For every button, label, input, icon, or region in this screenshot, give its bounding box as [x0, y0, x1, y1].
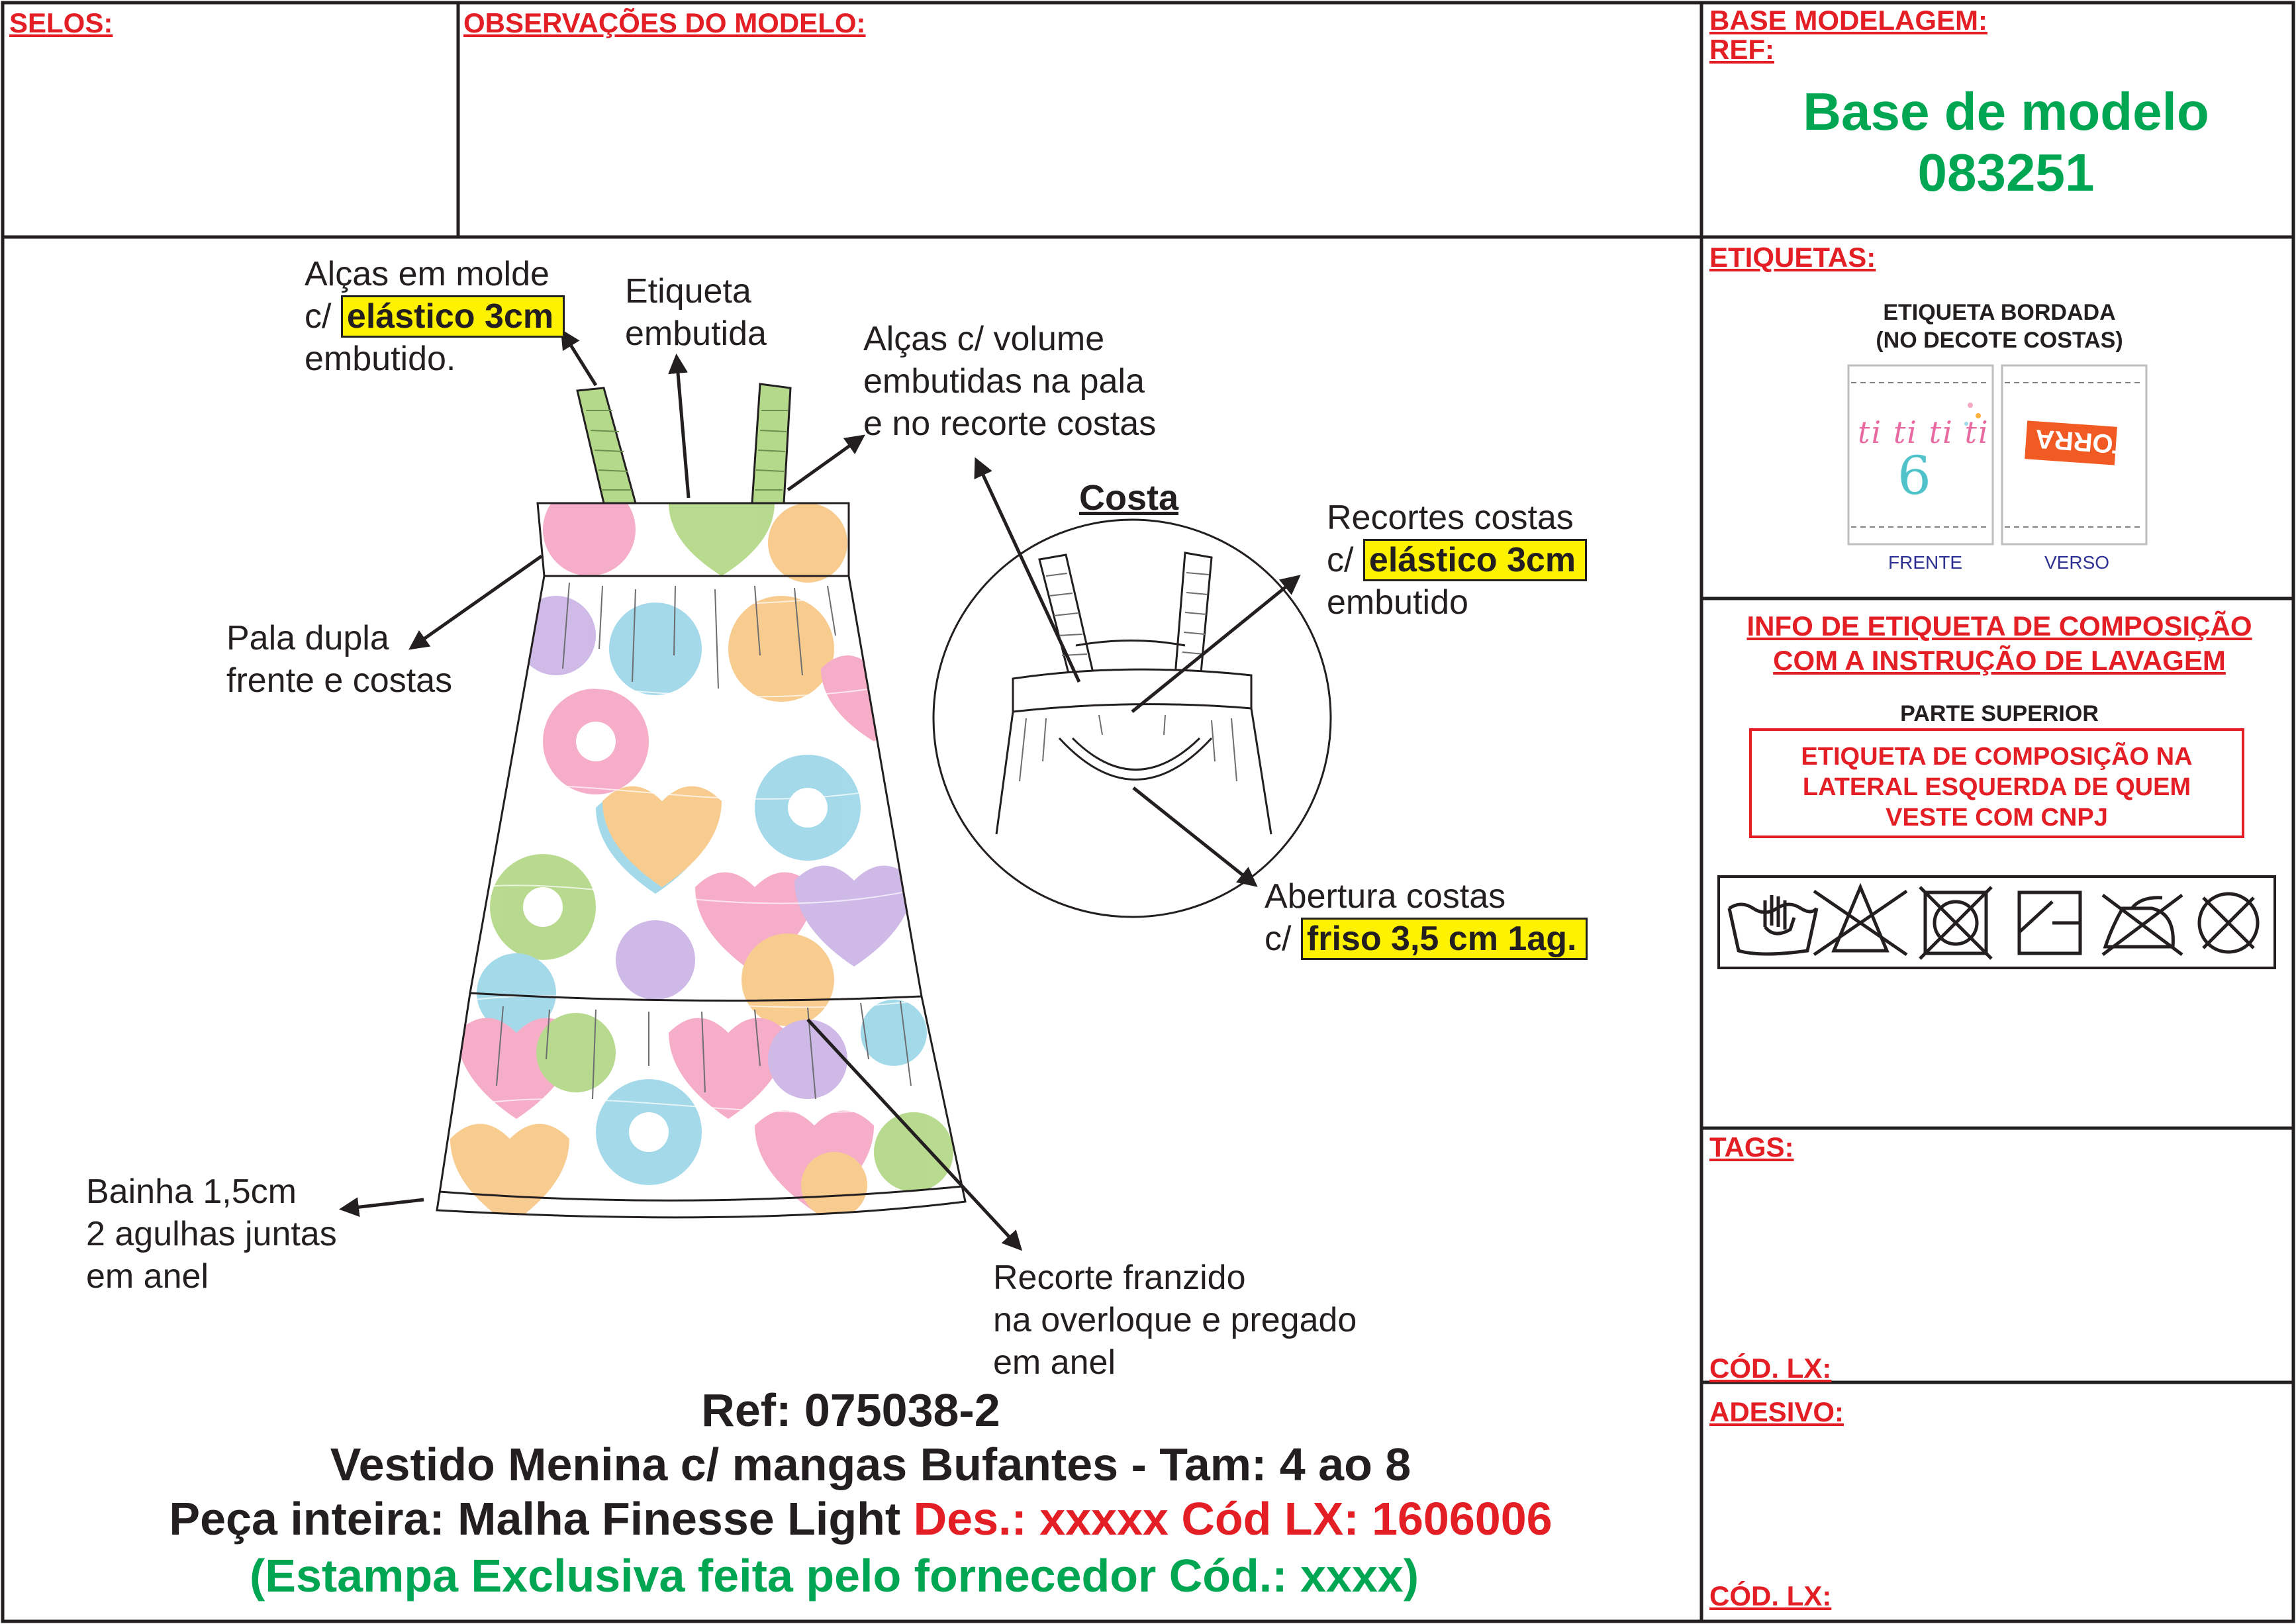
line-dry-shade-icon: [2019, 892, 2080, 953]
tags-label: TAGS:: [1709, 1131, 1794, 1163]
caption-ref: Ref: 075038-2: [701, 1384, 1000, 1436]
base-model-code: 083251: [1917, 143, 2095, 202]
no-iron-icon: [2103, 895, 2182, 955]
costa-label: Costa: [1079, 478, 1179, 518]
ref-label: REF:: [1709, 34, 1774, 65]
note-pala-dupla: Pala dupla frente e costas: [226, 619, 453, 700]
composicao-title-line1: INFO DE ETIQUETA DE COMPOSIÇÃO: [1746, 610, 2252, 642]
note-bainha: Bainha 1,5cm 2 agulhas juntas em anel: [86, 1172, 337, 1296]
label-back-caption: VERSO: [2044, 552, 2110, 573]
label-back-brand: TORRA: [2034, 424, 2130, 459]
note-abertura-costas: Abertura costas c/ friso 3,5 cm 1ag.: [1265, 875, 1588, 960]
note-alcas-molde: Alças em molde c/ elástico 3cm embutido.: [305, 253, 565, 380]
etiquetas-label: ETIQUETAS:: [1709, 242, 1876, 273]
caption-fabric: Peça inteira: Malha Finesse Light: [169, 1493, 901, 1545]
caption-print-note: (Estampa Exclusiva feita pelo fornecedor Cód.: xxxx): [249, 1550, 1419, 1601]
etiqueta-bordada-line1: ETIQUETA BORDADA: [1883, 300, 2116, 325]
note-recortes-costas: Recortes costas c/ elástico 3cm embutido: [1327, 497, 1587, 624]
selos-label: SELOS:: [9, 7, 113, 38]
highlight-elastico-costas: elástico 3cm: [1363, 539, 1587, 581]
hand-wash-icon: [1729, 895, 1817, 954]
label-front-size: 6: [1897, 445, 1931, 506]
note-etiqueta: Etiqueta embutida: [625, 272, 767, 353]
adesivo-label: ADESIVO:: [1709, 1396, 1844, 1427]
base-modelagem-label: BASE MODELAGEM:: [1709, 5, 1987, 36]
no-bleach-icon: [1814, 887, 1907, 955]
etiqueta-bordada-line2: (NO DECOTE COSTAS): [1876, 328, 2123, 353]
no-tumble-dry-icon: [1920, 887, 1991, 959]
highlight-elastico: elástico 3cm: [341, 295, 565, 338]
composicao-box: ETIQUETA DE COMPOSIÇÃO NA LATERAL ESQUERDA DE QUEM VESTE COM CNPJ: [1749, 728, 2244, 838]
no-dry-clean-icon: [2199, 894, 2258, 952]
note-recorte-franzido: Recorte franzido na overloque e pregado em anel: [993, 1259, 1357, 1382]
parte-superior: PARTE SUPERIOR: [1900, 701, 2099, 726]
observacoes-label: OBSERVAÇÕES DO MODELO:: [463, 7, 866, 38]
label-front-brand: ti ti ti ti: [1858, 414, 1989, 450]
note-alcas-volume: Alças c/ volume embutidas na pala e no recorte costas: [863, 320, 1157, 443]
cod-lx-label-2: CÓD. LX:: [1709, 1580, 1832, 1611]
label-front-caption: FRENTE: [1888, 552, 1962, 573]
caption-description: Vestido Menina c/ mangas Bufantes - Tam: 4 ao 8: [330, 1439, 1411, 1490]
base-model-name: Base de modelo: [1803, 82, 2209, 141]
composicao-title-line2: COM A INSTRUÇÃO DE LAVAGEM: [1773, 645, 2226, 676]
caption-design-code: Des.: xxxxx Cód LX: 1606006: [913, 1493, 1553, 1545]
cod-lx-label-1: CÓD. LX:: [1709, 1353, 1832, 1384]
highlight-friso: friso 3,5 cm 1ag.: [1301, 918, 1588, 960]
